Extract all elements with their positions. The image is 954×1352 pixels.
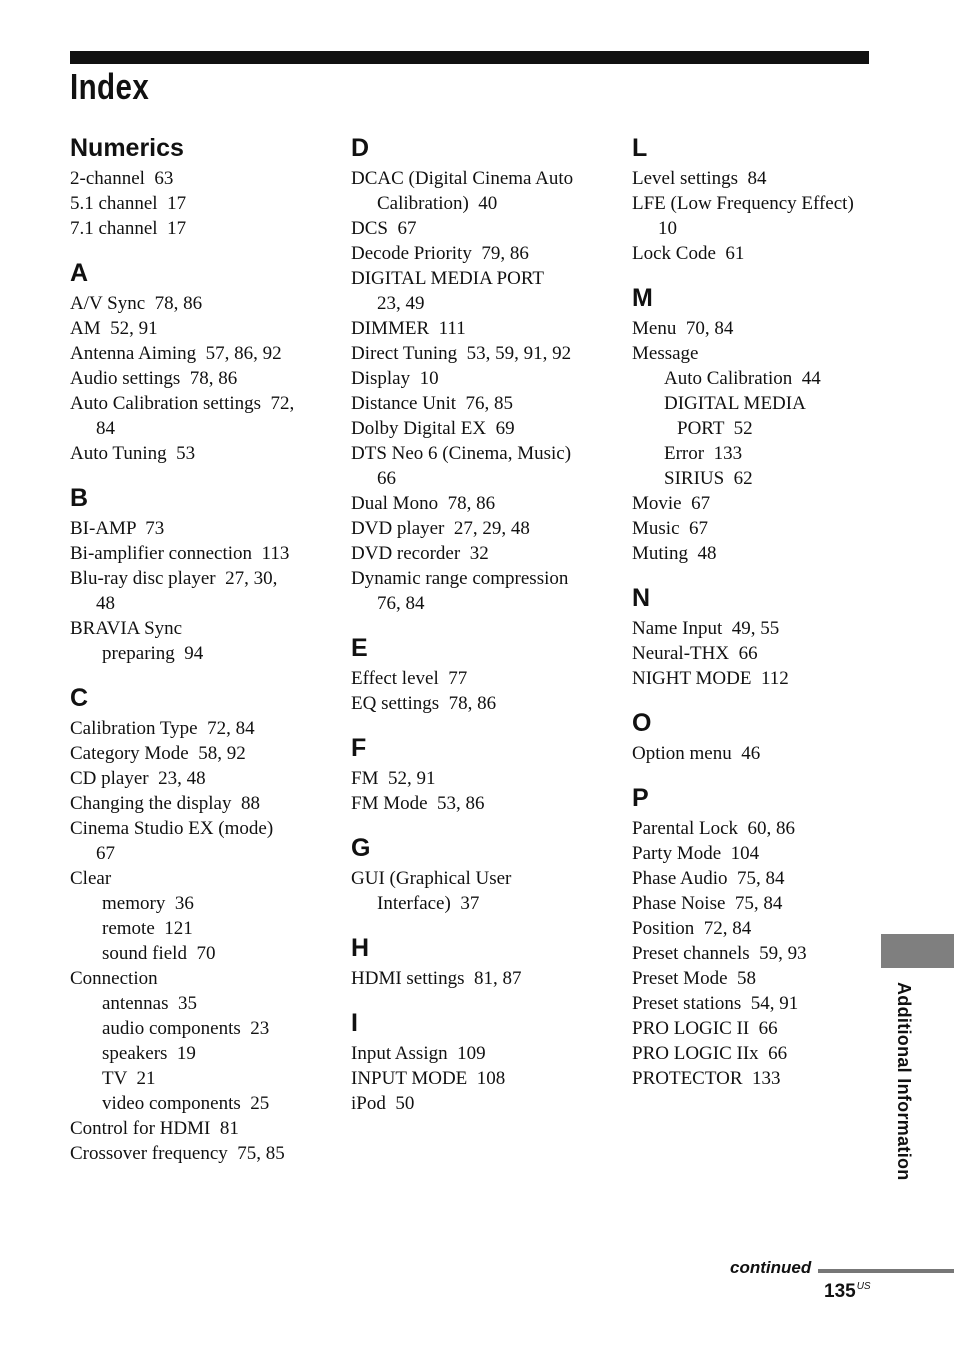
index-entry: DTS Neo 6 (Cinema, Music)	[351, 443, 572, 464]
index-subentry: DIGITAL MEDIA	[664, 393, 806, 414]
index-entry: Level settings 84	[632, 168, 767, 189]
index-entry: PRO LOGIC IIx 66	[632, 1043, 788, 1064]
index-entry: Name Input 49, 55	[632, 618, 780, 639]
index-entry: GUI (Graphical User	[351, 868, 512, 889]
title-rule	[70, 51, 869, 64]
index-section	[351, 830, 606, 916]
index-section	[351, 730, 606, 816]
index-entry: Calibration Type 72, 84	[70, 718, 255, 739]
index-entry: Parental Lock 60, 86	[632, 818, 796, 839]
index-entry: 2-channel 63	[70, 168, 174, 189]
index-entry: Preset Mode 58	[632, 968, 757, 989]
index-section	[70, 255, 325, 466]
index-entry: Phase Noise 75, 84	[632, 893, 783, 914]
index-entry: NIGHT MODE 112	[632, 668, 789, 689]
index-entry: Preset channels 59, 93	[632, 943, 807, 964]
index-entry: Dolby Digital EX 69	[351, 418, 515, 439]
index-entry: Changing the display 88	[70, 793, 260, 814]
index-entry: DCS 67	[351, 218, 417, 239]
index-entry: Effect level 77	[351, 668, 468, 689]
index-entry: Dual Mono 78, 86	[351, 493, 496, 514]
section-heading: C	[70, 684, 89, 712]
section-heading: E	[351, 634, 368, 662]
index-entry: Input Assign 109	[351, 1043, 486, 1064]
index-subentry: Calibration) 40	[377, 193, 498, 214]
index-entry: LFE (Low Frequency Effect)	[632, 193, 854, 214]
index-entry: FM Mode 53, 86	[351, 793, 485, 814]
index-column-3	[632, 130, 887, 1105]
index-entry: DCAC (Digital Cinema Auto	[351, 168, 574, 189]
index-entry: HDMI settings 81, 87	[351, 968, 522, 989]
index-entry: Antenna Aiming 57, 86, 92	[70, 343, 282, 364]
index-entry: PRO LOGIC II 66	[632, 1018, 778, 1039]
index-subentry: 23, 49	[377, 293, 425, 314]
index-entry: CD player 23, 48	[70, 768, 206, 789]
section-heading: L	[632, 134, 648, 162]
section-heading: M	[632, 284, 653, 312]
index-subentry: video components 25	[102, 1093, 270, 1114]
index-subentry: speakers 19	[102, 1043, 196, 1064]
section-heading: G	[351, 834, 371, 862]
index-entry: DIMMER 111	[351, 318, 466, 339]
index-section	[632, 580, 887, 691]
index-entry: DVD recorder 32	[351, 543, 489, 564]
index-subentry: SIRIUS 62	[664, 468, 753, 489]
index-entry: Position 72, 84	[632, 918, 752, 939]
index-entry: EQ settings 78, 86	[351, 693, 497, 714]
index-subentry: antennas 35	[102, 993, 197, 1014]
index-subentry: audio components 23	[102, 1018, 270, 1039]
section-heading: P	[632, 784, 649, 812]
index-section	[632, 130, 887, 266]
index-entry: Option menu 46	[632, 743, 761, 764]
index-subentry: sound field 70	[102, 943, 216, 964]
index-entry: AM 52, 91	[70, 318, 158, 339]
index-entry: INPUT MODE 108	[351, 1068, 506, 1089]
index-entry: Music 67	[632, 518, 708, 539]
index-entry: Menu 70, 84	[632, 318, 734, 339]
index-column-2	[351, 130, 606, 1130]
index-section	[632, 780, 887, 1091]
index-section	[351, 630, 606, 716]
index-entry: DVD player 27, 29, 48	[351, 518, 530, 539]
index-entry: Movie 67	[632, 493, 711, 514]
section-heading: D	[351, 134, 370, 162]
index-entry: Dynamic range compression	[351, 568, 569, 589]
section-heading: N	[632, 584, 651, 612]
side-tab-label: Additional Information	[894, 982, 914, 1181]
index-entry: A/V Sync 78, 86	[70, 293, 203, 314]
index-section	[351, 930, 606, 991]
index-section	[351, 130, 606, 616]
section-heading: A	[70, 259, 89, 287]
index-section	[351, 1005, 606, 1116]
index-subentry: 67	[96, 843, 115, 864]
index-entry: Decode Priority 79, 86	[351, 243, 529, 264]
index-subentry: 76, 84	[377, 593, 425, 614]
index-subentry: TV 21	[102, 1068, 156, 1089]
index-entry: DIGITAL MEDIA PORT	[351, 268, 544, 289]
page-number-value: 135	[824, 1281, 856, 1302]
index-entry: Lock Code 61	[632, 243, 745, 264]
section-heading: Numerics	[70, 134, 184, 162]
index-column-1	[70, 130, 325, 1180]
index-section	[70, 480, 325, 666]
index-entry: iPod 50	[351, 1093, 415, 1114]
index-subentry: remote 121	[102, 918, 193, 939]
index-entry: Distance Unit 76, 85	[351, 393, 514, 414]
page-title: Index	[70, 66, 150, 107]
index-entry: Neural-THX 66	[632, 643, 758, 664]
index-entry: Crossover frequency 75, 85	[70, 1143, 285, 1164]
index-entry: Auto Calibration settings 72,	[70, 393, 295, 414]
index-entry: BRAVIA Sync	[70, 618, 183, 639]
index-entry: Clear	[70, 868, 112, 889]
index-section	[632, 705, 887, 766]
index-subentry: 84	[96, 418, 115, 439]
index-entry: Phase Audio 75, 84	[632, 868, 785, 889]
page-number-suffix: US	[856, 1281, 871, 1292]
index-entry: 7.1 channel 17	[70, 218, 187, 239]
index-entry: Muting 48	[632, 543, 717, 564]
page-number	[824, 1281, 871, 1303]
index-section	[70, 680, 325, 1166]
index-subentry: memory 36	[102, 893, 194, 914]
index-subentry: 48	[96, 593, 115, 614]
index-entry: Display 10	[351, 368, 439, 389]
index-entry: Direct Tuning 53, 59, 91, 92	[351, 343, 572, 364]
index-subentry: PORT 52	[677, 418, 753, 439]
index-subentry: Error 133	[664, 443, 743, 464]
index-entry: Category Mode 58, 92	[70, 743, 246, 764]
continued-label: continued	[730, 1258, 812, 1277]
index-subentry: Auto Calibration 44	[664, 368, 821, 389]
index-entry: Bi-amplifier connection 113	[70, 543, 290, 564]
index-subentry: Interface) 37	[377, 893, 480, 914]
index-entry: Party Mode 104	[632, 843, 760, 864]
footer-rule	[818, 1269, 954, 1273]
index-subentry: preparing 94	[102, 643, 204, 664]
index-entry: Cinema Studio EX (mode)	[70, 818, 274, 839]
section-heading: O	[632, 709, 652, 737]
index-section	[70, 130, 325, 241]
section-heading: I	[351, 1009, 358, 1037]
index-entry: 5.1 channel 17	[70, 193, 187, 214]
index-entry: BI-AMP 73	[70, 518, 165, 539]
index-entry: Audio settings 78, 86	[70, 368, 238, 389]
index-entry: Preset stations 54, 91	[632, 993, 799, 1014]
section-tab-marker	[881, 934, 954, 968]
index-subentry: 66	[377, 468, 396, 489]
index-entry: Blu-ray disc player 27, 30,	[70, 568, 278, 589]
section-heading: B	[70, 484, 89, 512]
index-subentry: 10	[658, 218, 677, 239]
section-heading: F	[351, 734, 367, 762]
index-entry: Auto Tuning 53	[70, 443, 196, 464]
index-entry: Message	[632, 343, 699, 364]
index-entry: PROTECTOR 133	[632, 1068, 781, 1089]
section-heading: H	[351, 934, 370, 962]
index-entry: Connection	[70, 968, 158, 989]
index-section	[632, 280, 887, 566]
index-entry: Control for HDMI 81	[70, 1118, 239, 1139]
index-entry: FM 52, 91	[351, 768, 436, 789]
